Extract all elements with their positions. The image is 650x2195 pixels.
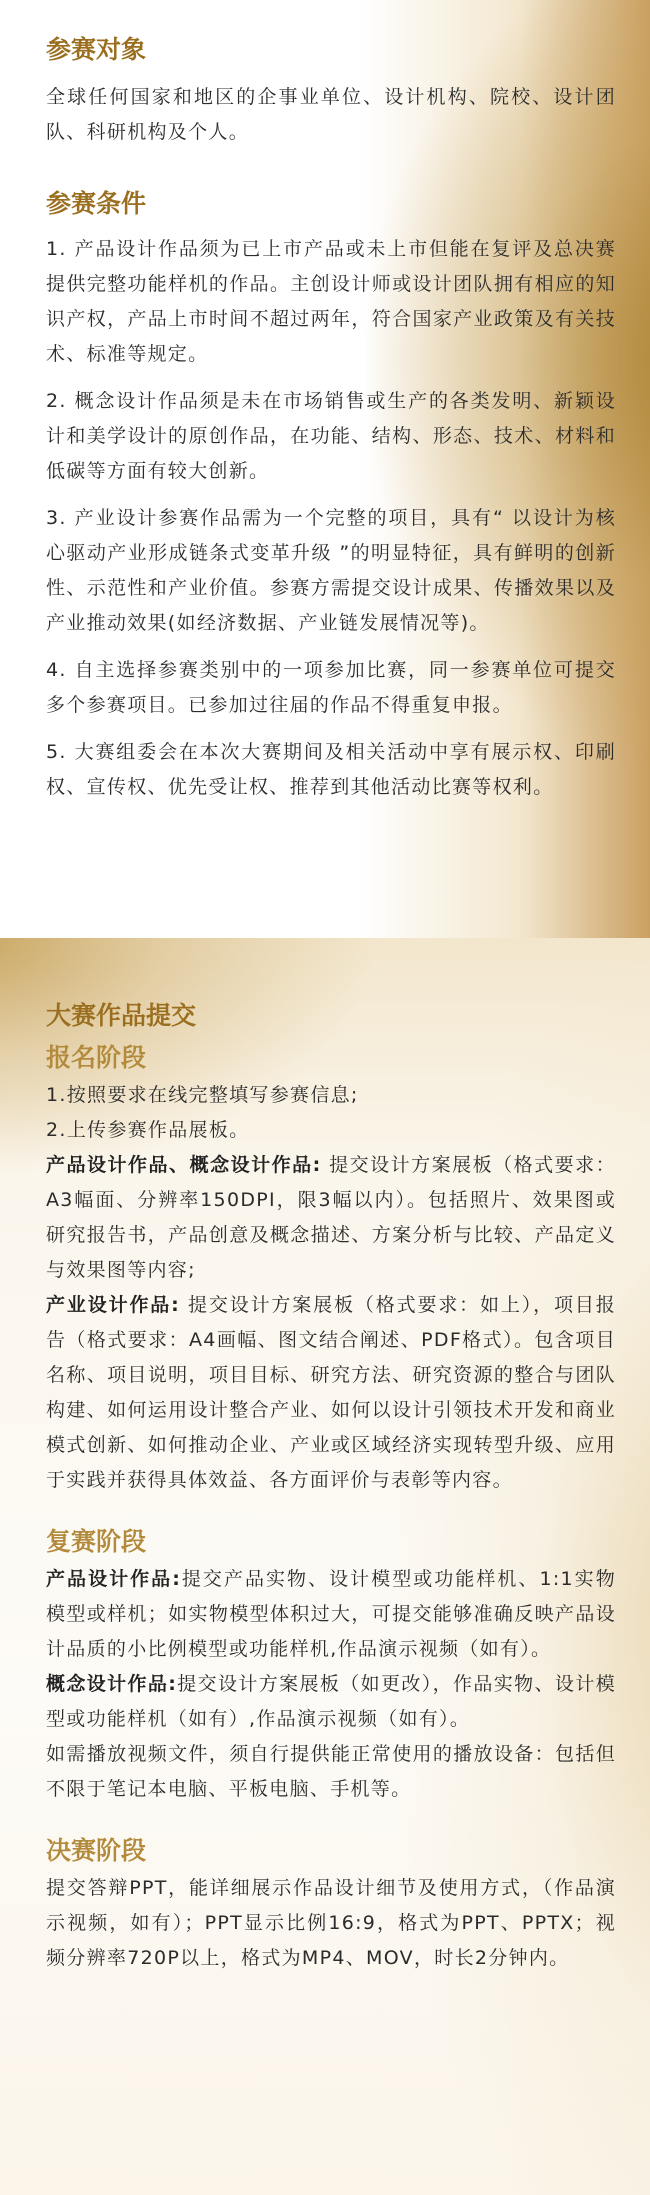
registration-step-2: 2.上传参赛作品展板。 bbox=[46, 1119, 250, 1141]
condition-item-4: 4. 自主选择参赛类别中的一项参加比赛，同一参赛单位可提交多个参赛项目。已参加过往届的作品不得重复申报。 bbox=[46, 659, 616, 716]
submission-section bbox=[46, 1000, 616, 1976]
semifinal-product-label: 产品设计作品: bbox=[46, 1568, 182, 1590]
industry-label: 产业设计作品: bbox=[46, 1294, 181, 1316]
condition-item-3: 3. 产业设计参赛作品需为一个完整的项目，具有“ 以设计为核心驱动产业形成链条式变革升级 ”的明显特征，具有鲜明的创新性、示范性和产业价值。参赛方需提交设计成果、传播效果以及产业推动效果(如经济数据、产业链发展情况等)。 bbox=[46, 507, 616, 634]
semifinal-concept-label: 概念设计作品: bbox=[46, 1673, 178, 1695]
registration-product-concept-requirements bbox=[46, 1148, 616, 1288]
semifinal-concept-text: 提交设计方案展板（如更改），作品实物、设计模型或功能样机（如有）,作品演示视频（如有）。 bbox=[46, 1673, 616, 1730]
semifinal-device-note: 如需播放视频文件，须自行提供能正常使用的播放设备：包括但不限于笔记本电脑、平板电脑、手机等。 bbox=[46, 1743, 616, 1800]
submission-title: 大赛作品提交 bbox=[46, 1001, 197, 1030]
final-stage-title: 决赛阶段 bbox=[46, 1836, 147, 1865]
product-concept-label: 产品设计作品、概念设计作品: bbox=[46, 1154, 322, 1176]
semifinal-stage-title: 复赛阶段 bbox=[46, 1527, 147, 1556]
final-requirements: 提交答辩PPT，能详细展示作品设计细节及使用方式，（作品演示视频，如有）；PPT显示比例16:9，格式为PPT、PPTX；视频分辨率720P以上，格式为MP4、MOV，时长2分钟内。 bbox=[46, 1877, 616, 1969]
conditions-section bbox=[46, 188, 616, 805]
industry-text: 提交设计方案展板（格式要求：如上），项目报告（格式要求：A4画幅、图文结合阐述、PDF格式）。包含项目名称、项目说明，项目目标、研究方法、研究资源的整合与团队构建、如何运用设计整合产业、如何以设计引领技术开发和商业模式创新、如何推动企业、产业或区域经济实现转型升级、应用于实践并获得具体效益、各方面评价与表彰等内容。 bbox=[46, 1294, 617, 1491]
registration-step-1: 1.按照要求在线完整填写参赛信息; bbox=[46, 1084, 359, 1106]
product-concept-text: 提交设计方案展板（格式要求：A3幅面、分辨率150DPI，限3幅以内）。包括照片、效果图或研究报告书，产品创意及概念描述、方案分析与比较、产品定义与效果图等内容; bbox=[46, 1154, 616, 1281]
condition-item-2: 2. 概念设计作品须是未在市场销售或生产的各类发明、新颖设计和美学设计的原创作品，在功能、结构、形态、技术、材料和低碳等方面有较大创新。 bbox=[46, 390, 616, 482]
rules-panel bbox=[0, 0, 650, 938]
registration-industry-requirements bbox=[46, 1288, 616, 1498]
registration-stage-title: 报名阶段 bbox=[46, 1043, 147, 1072]
semifinal-concept-requirements bbox=[46, 1667, 616, 1737]
semifinal-product-requirements bbox=[46, 1562, 616, 1667]
semifinal-product-text: 提交产品实物、设计模型或功能样机、1:1实物模型或样机；如实物模型体积过大，可提交能够准确反映产品设计品质的小比例模型或功能样机,作品演示视频（如有）。 bbox=[46, 1568, 616, 1660]
participants-section bbox=[46, 34, 616, 150]
condition-item-1: 1. 产品设计作品须为已上市产品或未上市但能在复评及总决赛提供完整功能样机的作品。主创设计师或设计团队拥有相应的知识产权，产品上市时间不超过两年，符合国家产业政策及有关技术、标准等规定。 bbox=[46, 238, 616, 365]
participants-body: 全球任何国家和地区的企事业单位、设计机构、院校、设计团队、科研机构及个人。 bbox=[46, 86, 616, 143]
submission-panel bbox=[0, 938, 650, 2195]
conditions-title: 参赛条件 bbox=[46, 189, 147, 218]
condition-item-5: 5. 大赛组委会在本次大赛期间及相关活动中享有展示权、印刷权、宣传权、优先受让权、推荐到其他活动比赛等权利。 bbox=[46, 741, 616, 798]
participants-title: 参赛对象 bbox=[46, 35, 147, 64]
